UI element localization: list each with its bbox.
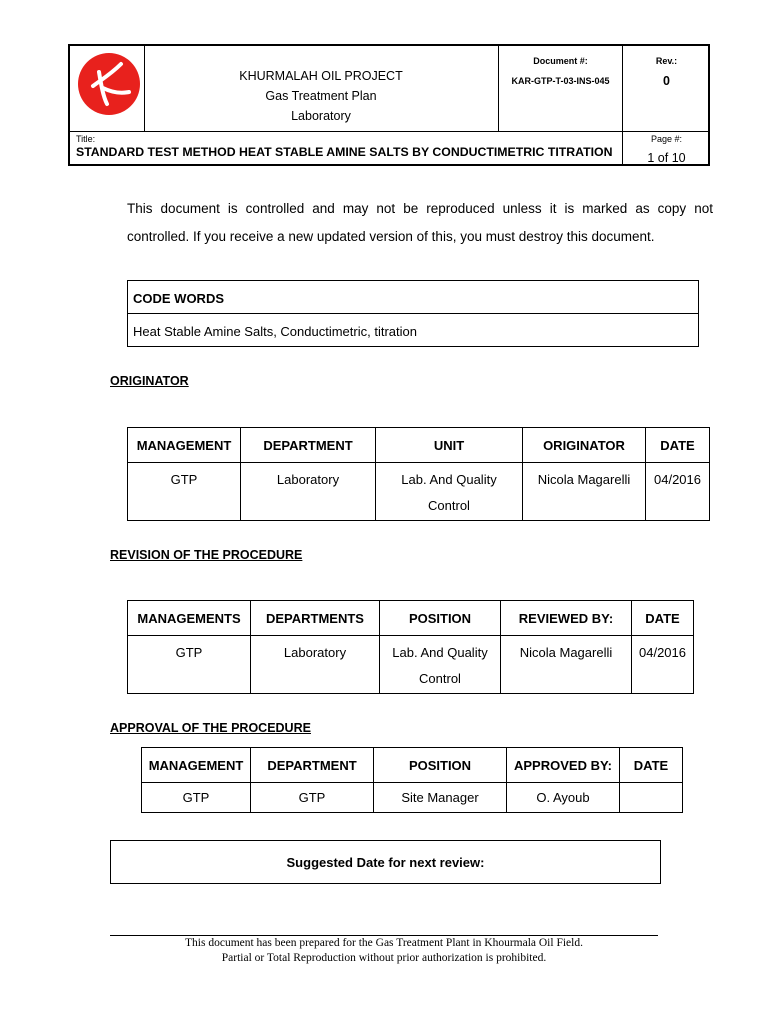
document-number: KAR-GTP-T-03-INS-045 xyxy=(511,76,610,86)
document-number-label: Document #: xyxy=(533,56,588,66)
originator-table xyxy=(127,427,710,521)
department-name: Laboratory xyxy=(291,109,351,123)
column-header: DATE xyxy=(646,428,710,463)
footer-divider xyxy=(110,935,658,936)
table-cell: Laboratory xyxy=(251,636,380,694)
revision-table xyxy=(127,600,694,694)
column-header: REVIEWED BY: xyxy=(501,601,632,636)
table-cell: O. Ayoub xyxy=(507,783,620,813)
table-cell: Lab. And Quality Control xyxy=(380,636,501,694)
document-title: STANDARD TEST METHOD HEAT STABLE AMINE SALTS BY CONDUCTIMETRIC TITRATION xyxy=(76,145,613,159)
table-row xyxy=(128,636,694,694)
column-header: MANAGEMENTS xyxy=(128,601,251,636)
approval-heading: APPROVAL OF THE PROCEDURE xyxy=(110,721,311,735)
next-review-box xyxy=(110,840,661,884)
footer-line-2: Partial or Total Reproduction without prior authorization is prohibited. xyxy=(221,952,547,964)
table-cell: GTP xyxy=(128,463,241,521)
table-cell: GTP xyxy=(251,783,374,813)
column-header: DEPARTMENT xyxy=(251,748,374,783)
control-notice: This document is controlled and may not be reproduced unless it is marked as copy not controlled. If you receive a new updated version of this, you must destroy this document. xyxy=(127,201,713,244)
column-header: POSITION xyxy=(380,601,501,636)
next-review-label: Suggested Date for next review: xyxy=(286,855,485,870)
column-header: DATE xyxy=(632,601,694,636)
column-header: DEPARTMENT xyxy=(241,428,376,463)
title-label: Title: xyxy=(76,134,96,144)
column-header: APPROVED BY: xyxy=(507,748,620,783)
originator-heading: ORIGINATOR xyxy=(110,374,189,388)
company-logo xyxy=(77,52,141,116)
table-cell: Laboratory xyxy=(241,463,376,521)
revision-heading: REVISION OF THE PROCEDURE xyxy=(110,548,303,562)
table-cell: 04/2016 xyxy=(646,463,710,521)
footer-line-1: This document has been prepared for the Gas Treatment Plant in Khourmala Oil Field. xyxy=(185,937,583,949)
column-header: UNIT xyxy=(376,428,523,463)
table-row xyxy=(128,463,710,521)
column-header: DATE xyxy=(620,748,683,783)
page-number: 1 of 10 xyxy=(647,151,686,165)
code-words-table xyxy=(127,280,699,347)
column-header: ORIGINATOR xyxy=(523,428,646,463)
column-header: POSITION xyxy=(374,748,507,783)
plan-name: Gas Treatment Plan xyxy=(265,89,377,103)
table-row xyxy=(142,783,683,813)
approval-table xyxy=(141,747,683,813)
code-words-value: Heat Stable Amine Salts, Conductimetric, titration xyxy=(128,314,699,347)
column-header: MANAGEMENT xyxy=(142,748,251,783)
table-cell: GTP xyxy=(142,783,251,813)
table-cell: 04/2016 xyxy=(632,636,694,694)
revision-label: Rev.: xyxy=(655,56,678,66)
revision-value: 0 xyxy=(663,74,670,88)
company-name: KHURMALAH OIL PROJECT xyxy=(239,69,403,83)
table-cell: Nicola Magarelli xyxy=(501,636,632,694)
table-cell xyxy=(620,783,683,813)
code-words-heading: CODE WORDS xyxy=(128,281,699,314)
page-label: Page #: xyxy=(650,134,683,144)
table-cell: Lab. And Quality Control xyxy=(376,463,523,521)
table-cell: Nicola Magarelli xyxy=(523,463,646,521)
table-cell: Site Manager xyxy=(374,783,507,813)
table-cell: GTP xyxy=(128,636,251,694)
column-header: DEPARTMENTS xyxy=(251,601,380,636)
column-header: MANAGEMENT xyxy=(128,428,241,463)
document-header xyxy=(68,44,710,166)
